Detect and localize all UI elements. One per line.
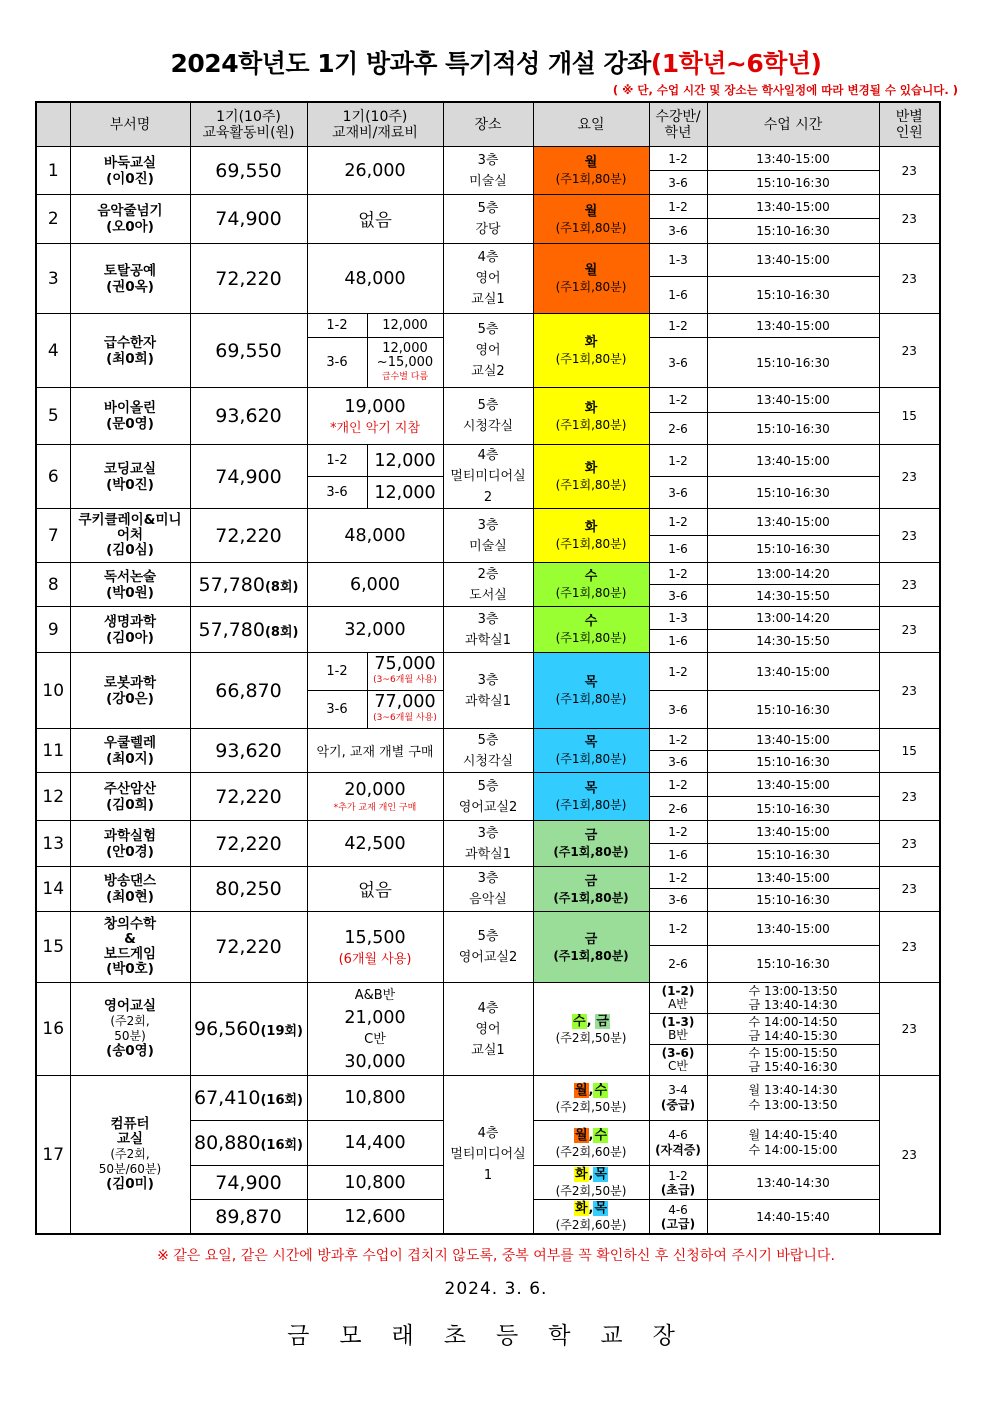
course-name: 코딩교실 (박0진) [70, 445, 190, 509]
course-name: 우쿨렐레 (최0지) [70, 729, 190, 773]
material-fee: 20,000 *추가 교재 개인 구매 [307, 773, 443, 821]
day-cell: 월 (주1회,80분) [533, 147, 649, 195]
class-time: 15:10-16:30 [707, 477, 879, 509]
grade: 3-6 [649, 477, 707, 509]
title-grade-range: (1학년~6학년) [650, 49, 822, 78]
course-fee: 72,220 [190, 773, 307, 821]
table-row [36, 729, 940, 751]
grade: 1-3 [649, 244, 707, 277]
course-fee: 66,870 [190, 653, 307, 729]
table-row [36, 509, 940, 536]
class-time: 15:10-16:30 [707, 536, 879, 563]
header-capacity: 반별 인원 [879, 102, 940, 147]
material-fee: 12,000 [367, 314, 443, 338]
row-number: 17 [36, 1076, 70, 1235]
row-number: 7 [36, 509, 70, 563]
table-row [36, 388, 940, 413]
material-grade: 3-6 [307, 477, 367, 509]
day-cell: 화 (주1회,80분) [533, 509, 649, 563]
grade: (1-2) A반 [649, 983, 707, 1014]
table-row [36, 607, 940, 630]
overlap-warning-note: ※ 같은 요일, 같은 시간에 방과후 수업이 겹치지 않도록, 중복 여부를 꼭 확인하신 후 신청하여 주시기 바랍니다. [157, 1248, 835, 1264]
grade: 1-2 [649, 195, 707, 219]
day-cell: 수, 금 (주2회,50분) [533, 983, 649, 1076]
class-time: 15:10-16:30 [707, 338, 879, 388]
grade: 1-2 (초급) [649, 1166, 707, 1200]
grade: 3-6 [649, 585, 707, 607]
class-time: 15:10-16:30 [707, 691, 879, 729]
day-cell: 목 (주1회,80분) [533, 729, 649, 773]
course-fee: 67,410(16회) [190, 1076, 307, 1121]
material-fee: 42,500 [307, 821, 443, 867]
location: 2층 도서실 [443, 563, 533, 607]
capacity: 23 [879, 445, 940, 509]
course-fee: 72,220 [190, 244, 307, 314]
row-number: 5 [36, 388, 70, 445]
grade: 1-2 [649, 445, 707, 477]
day-cell: 화,목 (주2회,50분) [533, 1166, 649, 1200]
course-name: 과학실험 (안0경) [70, 821, 190, 867]
grade: 1-2 [649, 912, 707, 946]
day-cell: 금 (주1회,80분) [533, 821, 649, 867]
grade: 3-6 [649, 219, 707, 244]
grade: 1-2 [649, 821, 707, 844]
grade: 1-6 [649, 277, 707, 314]
course-name: 로봇과학 (강0은) [70, 653, 190, 729]
course-name: 바둑교실 (이0진) [70, 147, 190, 195]
header-row [36, 102, 940, 147]
header-fee: 1기(10주) 교육활동비(원) [190, 102, 307, 147]
material-grade: 3-6 [307, 691, 367, 729]
class-time: 13:40-15:00 [707, 653, 879, 691]
row-number: 2 [36, 195, 70, 244]
location: 3층 미술실 [443, 509, 533, 563]
material-fee: 10,800 [307, 1166, 443, 1200]
grade: 1-2 [649, 867, 707, 889]
row-number: 9 [36, 607, 70, 653]
day-cell: 화 (주1회,80분) [533, 388, 649, 445]
material-fee: 12,000 ~15,000 급수별 다름 [367, 338, 443, 388]
material-fee: 77,000 (3~6개월 사용) [367, 691, 443, 729]
class-time: 수 13:00-13:50 금 13:40-14:30 [707, 983, 879, 1014]
class-time: 13:40-15:00 [707, 773, 879, 797]
class-time: 15:10-16:30 [707, 171, 879, 195]
course-name: 영어교실 (주2회, 50분) (송0영) [70, 983, 190, 1076]
course-name: 쿠키클레이&미니 어처 (김0심) [70, 509, 190, 563]
location: 3층 음악실 [443, 867, 533, 912]
course-fee: 96,560(19회) [190, 983, 307, 1076]
class-time: 13:00-14:20 [707, 563, 879, 585]
location: 3층 과학실1 [443, 653, 533, 729]
course-fee: 74,900 [190, 195, 307, 244]
location: 3층 과학실1 [443, 607, 533, 653]
class-time: 15:10-16:30 [707, 277, 879, 314]
grade: 3-6 [649, 889, 707, 912]
location: 5층 영어교실2 [443, 912, 533, 983]
location: 4층 멀티미디어실 1 [443, 1076, 533, 1235]
material-grade: 1-2 [307, 314, 367, 338]
grade: 1-2 [649, 509, 707, 536]
course-fee: 80,250 [190, 867, 307, 912]
header-location: 장소 [443, 102, 533, 147]
course-name: 컴퓨터 교실 (주2회, 50분/60분) (김0미) [70, 1076, 190, 1235]
material-fee: 48,000 [307, 509, 443, 563]
course-fee: 72,220 [190, 821, 307, 867]
course-fee: 72,220 [190, 912, 307, 983]
day-cell: 금 (주1회,80분) [533, 912, 649, 983]
material-grade: 1-2 [307, 653, 367, 691]
day-cell: 월,수 (주2회,50분) [533, 1076, 649, 1121]
material-fee: 32,000 [307, 607, 443, 653]
class-time: 월 14:40-15:40 수 14:00-15:00 [707, 1121, 879, 1166]
course-fee: 93,620 [190, 729, 307, 773]
class-time: 13:40-15:00 [707, 388, 879, 413]
header-day: 요일 [533, 102, 649, 147]
class-time: 15:10-16:30 [707, 413, 879, 445]
table-row [36, 195, 940, 219]
class-time: 13:40-15:00 [707, 195, 879, 219]
class-time: 15:10-16:30 [707, 844, 879, 867]
page-title [0, 44, 992, 80]
class-time: 13:00-14:20 [707, 607, 879, 630]
day-cell: 월,수 (주2회,60분) [533, 1121, 649, 1166]
material-fee: 악기, 교재 개별 구매 [307, 729, 443, 773]
table-row [36, 1076, 940, 1121]
capacity: 23 [879, 509, 940, 563]
class-time: 13:40-15:00 [707, 445, 879, 477]
table-row [36, 653, 940, 691]
day-cell: 목 (주1회,80분) [533, 773, 649, 821]
title-main: 2024학년도 1기 방과후 특기적성 개설 강좌 [170, 49, 651, 78]
capacity: 23 [879, 983, 940, 1076]
material-fee: 48,000 [307, 244, 443, 314]
material-fee: 10,800 [307, 1076, 443, 1121]
grade: 1-2 [649, 653, 707, 691]
grade: 2-6 [649, 946, 707, 983]
class-time: 13:40-15:00 [707, 867, 879, 889]
header-time: 수업 시간 [707, 102, 879, 147]
course-name: 방송댄스 (최0현) [70, 867, 190, 912]
material-fee: 12,000 [367, 445, 443, 477]
capacity: 23 [879, 821, 940, 867]
course-fee: 69,550 [190, 147, 307, 195]
header-index [36, 102, 70, 147]
row-number: 6 [36, 445, 70, 509]
grade: 1-2 [649, 773, 707, 797]
course-fee: 93,620 [190, 388, 307, 445]
capacity: 23 [879, 314, 940, 388]
day-cell: 월 (주1회,80분) [533, 195, 649, 244]
grade: 4-6 (고급) [649, 1200, 707, 1235]
grade: 2-6 [649, 413, 707, 445]
principal-signature: 금모래초등학교장 [287, 1323, 705, 1349]
header-name: 부서명 [70, 102, 190, 147]
capacity: 23 [879, 867, 940, 912]
grade: 1-6 [649, 844, 707, 867]
course-name: 창의수학 & 보드게임 (박0호) [70, 912, 190, 983]
location: 5층 강당 [443, 195, 533, 244]
capacity: 23 [879, 195, 940, 244]
table-row [36, 244, 940, 277]
grade: 1-2 [649, 729, 707, 751]
course-fee: 69,550 [190, 314, 307, 388]
location: 4층 멀티미디어실 2 [443, 445, 533, 509]
capacity: 23 [879, 653, 940, 729]
table-row [36, 563, 940, 585]
material-grade: 1-2 [307, 445, 367, 477]
class-time: 수 14:00-14:50 금 14:40-15:30 [707, 1014, 879, 1045]
day-cell: 금 (주1회,80분) [533, 867, 649, 912]
course-name: 토탈공예 (권0옥) [70, 244, 190, 314]
table-row [36, 445, 940, 477]
material-fee: 없음 [307, 867, 443, 912]
location: 5층 영어교실2 [443, 773, 533, 821]
material-fee: 14,400 [307, 1121, 443, 1166]
location: 5층 영어 교실2 [443, 314, 533, 388]
day-cell: 화 (주1회,80분) [533, 314, 649, 388]
material-fee: 12,600 [307, 1200, 443, 1235]
header-material: 1기(10주) 교재비/재료비 [307, 102, 443, 147]
capacity: 23 [879, 773, 940, 821]
capacity: 23 [879, 607, 940, 653]
table-row [36, 314, 940, 338]
course-fee: 74,900 [190, 445, 307, 509]
grade: 1-6 [649, 630, 707, 653]
day-cell: 화 (주1회,80분) [533, 445, 649, 509]
table-row [36, 147, 940, 171]
day-cell: 수 (주1회,80분) [533, 563, 649, 607]
grade: 1-3 [649, 607, 707, 630]
grade: 3-6 [649, 691, 707, 729]
location: 4층 영어 교실1 [443, 244, 533, 314]
course-name: 음악줄넘기 (오0아) [70, 195, 190, 244]
course-name: 급수한자 (최0희) [70, 314, 190, 388]
location: 3층 과학실1 [443, 821, 533, 867]
class-time: 14:30-15:50 [707, 630, 879, 653]
grade: (1-3) B반 [649, 1014, 707, 1045]
material-fee: A&B반 21,000 C반 30,000 [307, 983, 443, 1076]
material-fee: 12,000 [367, 477, 443, 509]
row-number: 1 [36, 147, 70, 195]
class-time: 13:40-15:00 [707, 244, 879, 277]
grade: 2-6 [649, 797, 707, 821]
capacity: 15 [879, 388, 940, 445]
course-table [35, 101, 941, 1235]
class-time: 13:40-15:00 [707, 912, 879, 946]
class-time: 15:10-16:30 [707, 751, 879, 773]
capacity: 23 [879, 563, 940, 607]
grade: 1-2 [649, 314, 707, 338]
capacity: 23 [879, 912, 940, 983]
row-number: 14 [36, 867, 70, 912]
class-time: 15:10-16:30 [707, 797, 879, 821]
issue-date: 2024. 3. 6. [444, 1279, 548, 1299]
material-fee: 19,000 *개인 악기 지참 [307, 388, 443, 445]
capacity: 23 [879, 1076, 940, 1235]
class-time: 15:10-16:30 [707, 219, 879, 244]
material-grade: 3-6 [307, 338, 367, 388]
row-number: 16 [36, 983, 70, 1076]
course-name: 독서논술 (박0원) [70, 563, 190, 607]
table-row [36, 983, 940, 1014]
table-row [36, 912, 940, 946]
capacity: 23 [879, 244, 940, 314]
row-number: 4 [36, 314, 70, 388]
class-time: 14:30-15:50 [707, 585, 879, 607]
class-time: 수 15:00-15:50 금 15:40-16:30 [707, 1045, 879, 1076]
material-fee: 15,500 (6개월 사용) [307, 912, 443, 983]
grade: 4-6 (자격증) [649, 1121, 707, 1166]
location: 5층 시청각실 [443, 729, 533, 773]
grade: 3-6 [649, 171, 707, 195]
capacity: 23 [879, 147, 940, 195]
grade: 1-2 [649, 563, 707, 585]
grade: (3-6) C반 [649, 1045, 707, 1076]
course-name: 생명과학 (김0아) [70, 607, 190, 653]
course-fee: 89,870 [190, 1200, 307, 1235]
day-cell: 수 (주1회,80분) [533, 607, 649, 653]
material-fee: 26,000 [307, 147, 443, 195]
course-name: 바이올린 (문0영) [70, 388, 190, 445]
schedule-change-note: ( ※ 단, 수업 시간 및 장소는 학사일정에 따라 변경될 수 있습니다. ) [612, 83, 958, 97]
course-fee: 74,900 [190, 1166, 307, 1200]
grade: 3-6 [649, 751, 707, 773]
header-grade: 수강반/ 학년 [649, 102, 707, 147]
class-time: 14:40-15:40 [707, 1200, 879, 1235]
row-number: 15 [36, 912, 70, 983]
class-time: 13:40-15:00 [707, 314, 879, 338]
material-fee: 75,000 (3~6개월 사용) [367, 653, 443, 691]
day-cell: 화,목 (주2회,60분) [533, 1200, 649, 1235]
class-time: 15:10-16:30 [707, 889, 879, 912]
location: 4층 영어 교실1 [443, 983, 533, 1076]
class-time: 월 13:40-14:30 수 13:00-13:50 [707, 1076, 879, 1121]
location: 3층 미술실 [443, 147, 533, 195]
course-name: 주산암산 (김0희) [70, 773, 190, 821]
grade: 1-2 [649, 147, 707, 171]
table-row [36, 773, 940, 797]
row-number: 10 [36, 653, 70, 729]
grade: 1-2 [649, 388, 707, 413]
grade: 3-6 [649, 338, 707, 388]
course-fee: 80,880(16회) [190, 1121, 307, 1166]
row-number: 3 [36, 244, 70, 314]
table-row [36, 821, 940, 844]
grade: 3-4 (중급) [649, 1076, 707, 1121]
course-fee: 72,220 [190, 509, 307, 563]
course-fee: 57,780(8회) [190, 563, 307, 607]
class-time: 13:40-15:00 [707, 147, 879, 171]
class-time: 13:40-15:00 [707, 821, 879, 844]
day-cell: 월 (주1회,80분) [533, 244, 649, 314]
row-number: 11 [36, 729, 70, 773]
class-time: 15:10-16:30 [707, 946, 879, 983]
table-row [36, 867, 940, 889]
course-fee: 57,780(8회) [190, 607, 307, 653]
day-cell: 목 (주1회,80분) [533, 653, 649, 729]
location: 5층 시청각실 [443, 388, 533, 445]
material-fee: 없음 [307, 195, 443, 244]
row-number: 13 [36, 821, 70, 867]
class-time: 13:40-15:00 [707, 509, 879, 536]
material-fee: 6,000 [307, 563, 443, 607]
class-time: 13:40-14:30 [707, 1166, 879, 1200]
row-number: 8 [36, 563, 70, 607]
row-number: 12 [36, 773, 70, 821]
grade: 1-6 [649, 536, 707, 563]
capacity: 15 [879, 729, 940, 773]
class-time: 13:40-15:00 [707, 729, 879, 751]
